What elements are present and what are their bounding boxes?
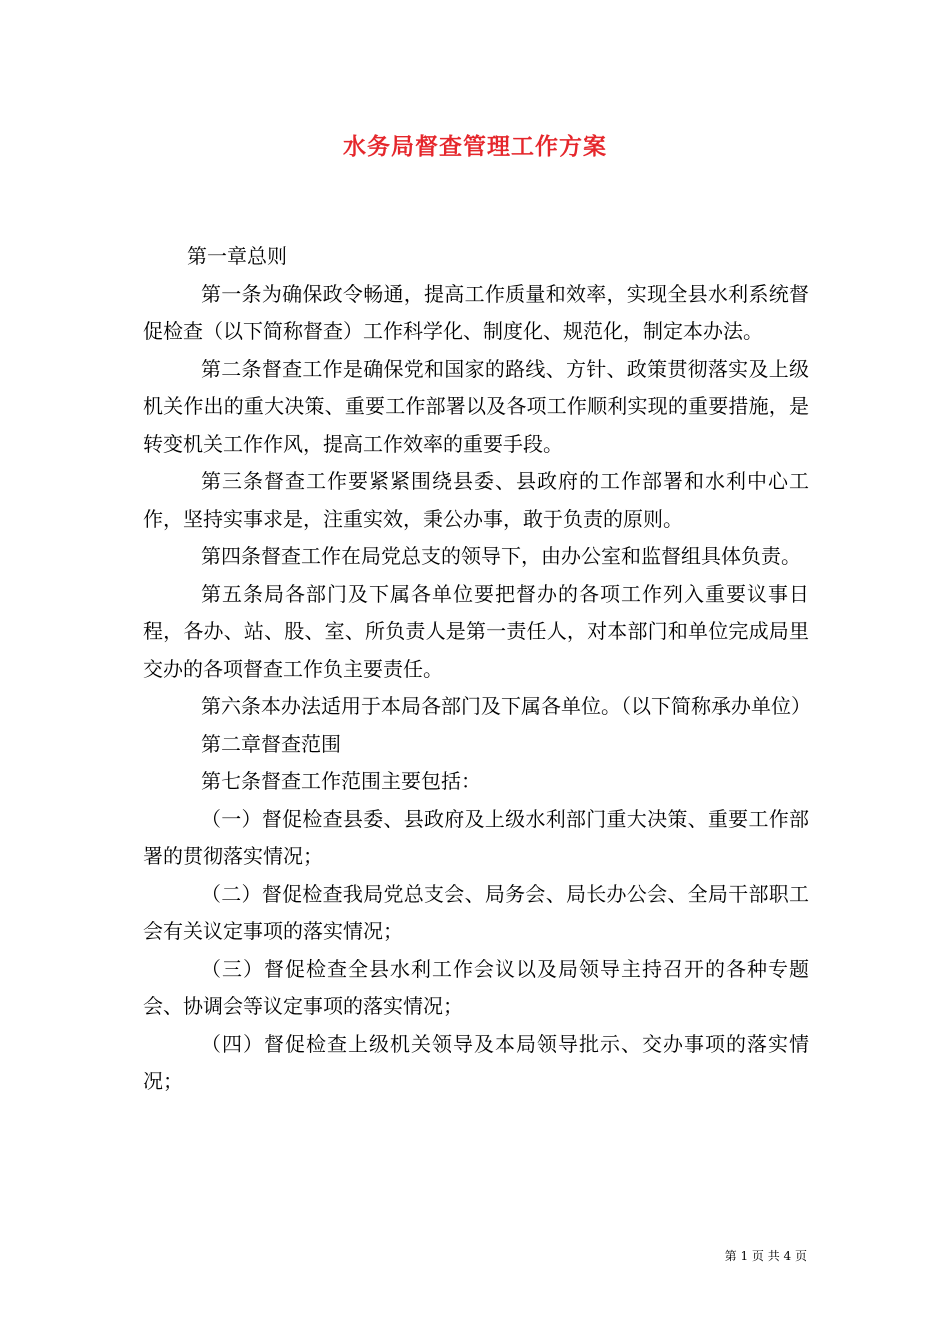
chapter-heading: 第一章总则 (187, 244, 287, 268)
article-paragraph: 第三条督查工作要紧紧围绕县委、县政府的工作部署和水利中心工作，坚持实事求是，注重实效，秉公办事，敢于负责的原则。 (143, 469, 809, 531)
article-paragraph: 第一条为确保政令畅通，提高工作质量和效率，实现全县水利系统督促检查（以下简称督查）工作科学化、制度化、规范化，制定本办法。 (143, 281, 809, 343)
article-paragraph: 第二条督查工作是确保党和国家的路线、方针、政策贯彻落实及上级机关作出的重大决策、重要工作部署以及各项工作顺利实现的重要措施，是转变机关工作作风，提高工作效率的重要手段。 (143, 356, 809, 456)
document-title: 水务局督查管理工作方案 (343, 133, 607, 160)
list-item: （二）督促检查我局党总支会、局务会、局长办公会、全局干部职工会有关议定事项的落实情况； (143, 881, 809, 943)
article-paragraph: 第六条本办法适用于本局各部门及下属各单位。（以下简称承办单位） (201, 694, 811, 718)
article-paragraph: 第五条局各部门及下属各单位要把督办的各项工作列入重要议事日程，各办、站、股、室、所负责人是第一责任人，对本部门和单位完成局里交办的各项督查工作负主要责任。 (143, 581, 809, 681)
page-number-footer: 第 1 页 共 4 页 (724, 1249, 807, 1263)
list-item: （四）督促检查上级机关领导及本局领导批示、交办事项的落实情况； (143, 1031, 809, 1093)
chapter-heading: 第二章督查范围 (201, 731, 341, 756)
article-paragraph: 第七条督查工作范围主要包括： (201, 769, 481, 793)
list-item: （三）督促检查全县水利工作会议以及局领导主持召开的各种专题会、协调会等议定事项的落实情况； (143, 956, 809, 1018)
list-item: （一）督促检查县委、县政府及上级水利部门重大决策、重要工作部署的贯彻落实情况； (143, 806, 809, 868)
document-body (143, 238, 809, 1101)
article-paragraph: 第四条督查工作在局党总支的领导下，由办公室和监督组具体负责。 (201, 544, 801, 568)
